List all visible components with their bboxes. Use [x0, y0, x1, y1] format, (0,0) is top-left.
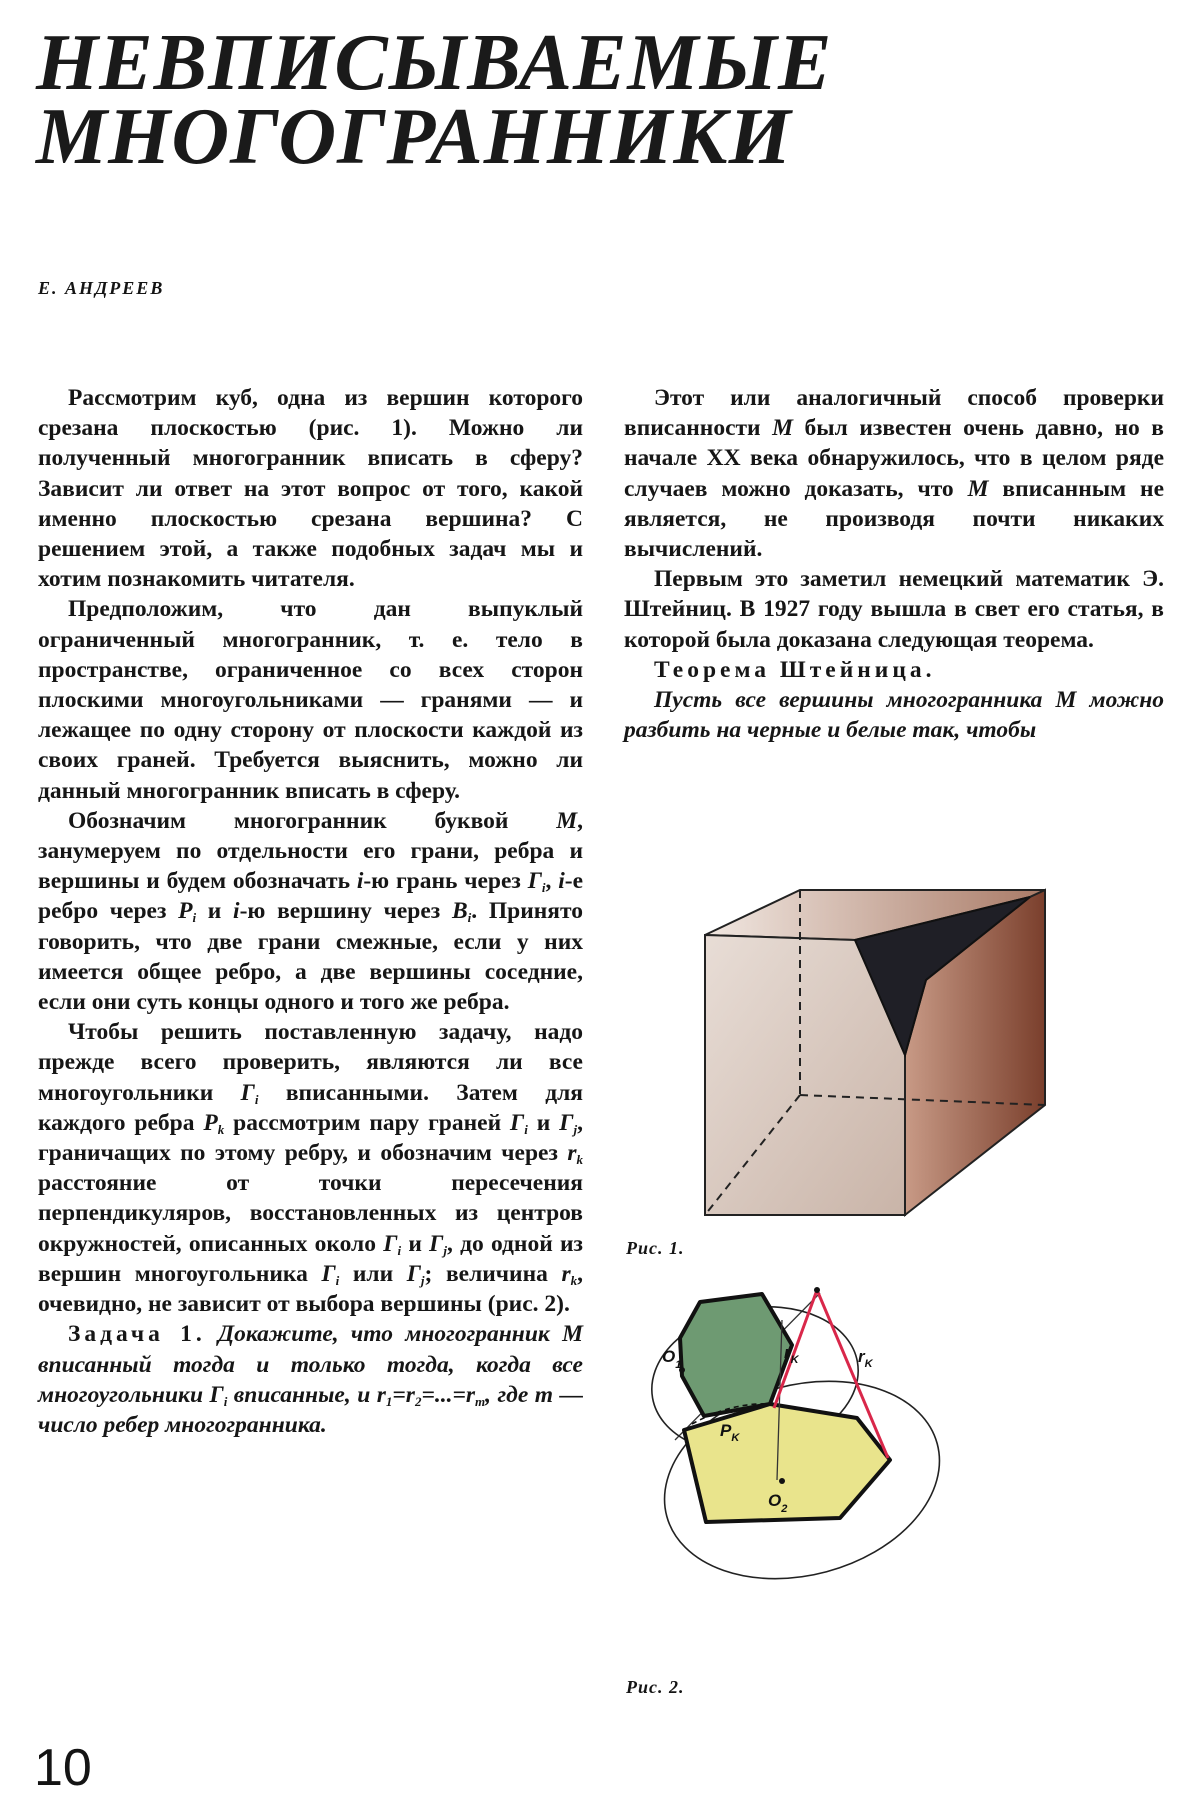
title-line-1: НЕВПИСЫВАЕМЫЕ	[36, 19, 833, 107]
title-line-2: МНОГОГРАННИКИ	[36, 93, 792, 181]
figure-1-cube	[690, 885, 1060, 1215]
theorem-heading: Теорема Штейница.	[654, 656, 936, 683]
right-column	[624, 383, 1164, 745]
caption-figure-2: Рис. 2.	[626, 1677, 685, 1697]
figure-2-faces	[662, 1290, 1072, 1620]
label-pk: P	[720, 1421, 732, 1440]
paragraph-1: Рассмотрим куб, одна из вершин которого срезана плоскостью (рис. 1). Можно ли полученный многогранник вписать в сферу? Зависит ли ответ на этот вопрос от того, какой именно плоскостью срезана вершина? С решением этой, а также подобных задач мы и хотим познакомить читателя.	[38, 385, 583, 593]
svg-text:O1: $O_1$	[662, 1347, 682, 1371]
svg-text:rK: $r_K$	[858, 1347, 873, 1370]
svg-text:O2: $O_2$	[768, 1491, 788, 1515]
paragraph-5: Этот или аналогичный способ проверки вписанности М был известен очень давно, но в начале XX века обнаружилось, что в целом ряде случаев можно доказать, что М вписанным не является, не производя почти никаких вычислений.	[624, 385, 1164, 563]
label-rk-1: r	[784, 1343, 791, 1362]
paragraph-2: Предположим, что дан выпуклый ограниченный многогранник, т. е. тело в пространстве, ограниченное со всех сторон плоскими многоугольниками — гранями — и лежащее по одну сторону от плоскости каждой из своих граней. Требуется выяснить, можно ли данный многогранник вписать в сферу.	[38, 596, 583, 804]
label-o2: O	[768, 1491, 782, 1510]
article-title	[36, 19, 833, 181]
paragraph-3: Обозначим многогранник буквой М, занумеруем по отдельности его грани, ребра и вершины и будем обозначать i-ю грань через $Г_i$, i-е ребро через $P_i$ и i-ю вершину через $B_i$. Принято говорить, что две грани смежные, если у них имеется общее ребро, а две вершины соседние, если они суть концы одного и того же ребра.	[38, 807, 584, 1016]
left-column	[38, 383, 583, 1440]
problem-1: Задача 1. Докажите, что многогранник М вписанный тогда и только тогда, когда все многоугольники $Г_i$ вписанные, и $r_1=r_2=...=r_m$, где m — число ребер многогранника.	[38, 1321, 584, 1438]
paragraph-6: Первым это заметил немецкий математик Э. Штейниц. В 1927 году вышла в свет его статья, в которой была доказана следующая теорема.	[624, 566, 1164, 653]
label-rk-2: r	[858, 1347, 865, 1366]
caption-figure-1: Рис. 1.	[626, 1238, 685, 1258]
theorem-text: Пусть все вершины многогранника М можно разбить на черные и белые так, чтобы	[624, 687, 1164, 744]
paragraph-4: Чтобы решить поставленную задачу, надо прежде всего проверить, являются ли все многоугольники $Г_i$ вписанными. Затем для каждого ребра $P_k$ рассмотрим пару граней $Г_i$ и $Г_j$, граничащих по этому ребру, и обозначим через $r_k$ расстояние от точки пересечения перпендикуляров, восстановленных из центров окружностей, описанных около $Г_i$ и $Г_j$, до одной из вершин многоугольника $Г_i$ или $Г_j$; величина $r_k$, очевидно, не зависит от выбора вершины (рис. 2).	[38, 1019, 583, 1318]
svg-text:rK: $r_K$	[784, 1343, 799, 1366]
top-point	[814, 1287, 820, 1293]
center-o2	[779, 1478, 785, 1484]
face-green	[680, 1294, 792, 1416]
author: Е. АНДРЕЕВ	[38, 278, 165, 298]
page-number: 10	[34, 1739, 92, 1797]
label-o1: O	[662, 1347, 676, 1366]
svg-text:PK: $P_K$	[720, 1421, 740, 1444]
